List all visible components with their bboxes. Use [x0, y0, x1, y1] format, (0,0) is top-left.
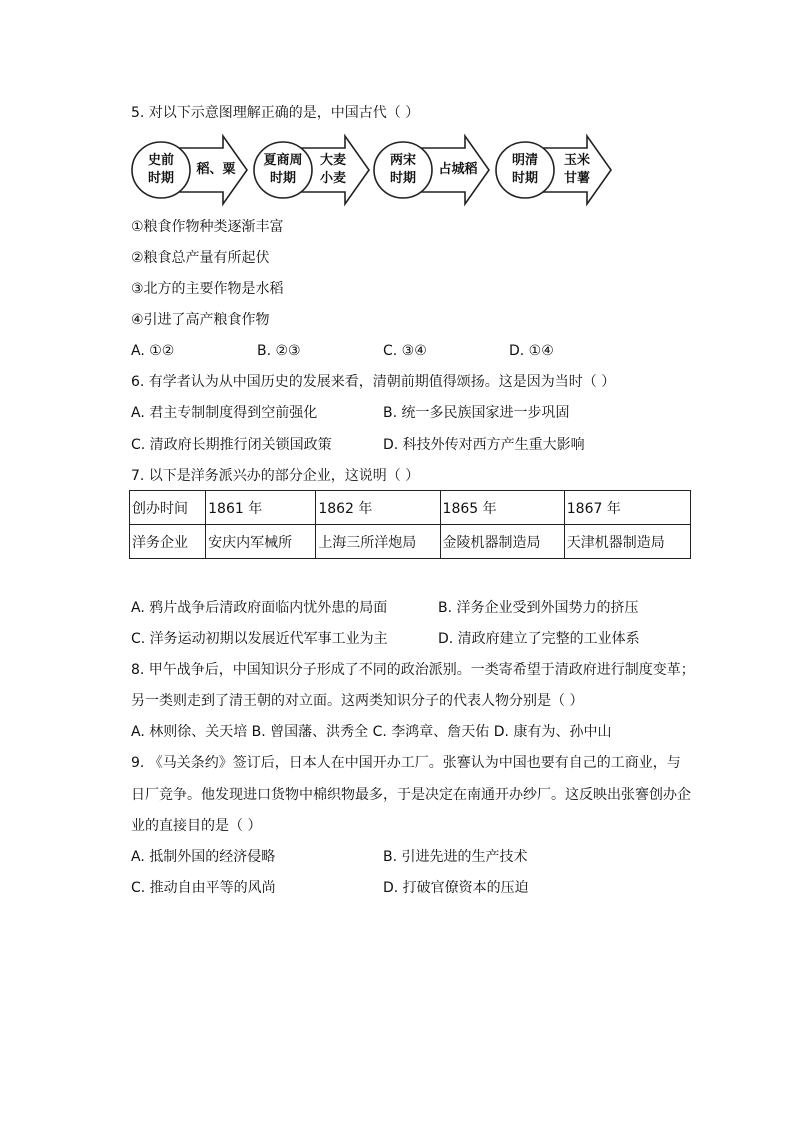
q5-stem: 5. 对以下示意图理解正确的是，中国古代（ ） [131, 105, 420, 121]
table-row [130, 491, 691, 525]
crop-label: 玉米 [563, 153, 590, 168]
period-label: 两宋 [389, 153, 416, 168]
q5-statement-3: ③北方的主要作物是水稻 [131, 281, 284, 297]
period-label: 时期 [389, 171, 416, 186]
q5-statement-2: ②粮食总产量有所起伏 [131, 250, 270, 266]
crop-label: 小麦 [319, 171, 346, 186]
period-label: 时期 [511, 171, 538, 186]
q9-stem-line2: 日厂竞争。他发现进口货物中棉织物最多，于是决定在南通开办纱厂。这反映出张謇创办企 [131, 787, 691, 803]
table-cell: 金陵机器制造局 [440, 525, 564, 559]
crop-evolution-diagram [131, 134, 611, 206]
q7-option-a[interactable]: A. 鸦片战争后清政府面临内忧外患的局面 [131, 600, 388, 616]
q8-options[interactable]: A. 林则徐、关天培 B. 曾国藩、洪秀全 C. 李鸿章、詹天佑 D. 康有为、孙中山 [131, 724, 612, 740]
table-cell: 1861 年 [206, 491, 316, 525]
period-label: 明清 [511, 153, 538, 168]
q9-option-a[interactable]: A. 抵制外国的经济侵略 [131, 849, 276, 865]
diagram-unit-ming-qing [495, 134, 613, 206]
q5-option-c[interactable]: C. ③④ [383, 343, 427, 359]
table-cell: 1865 年 [440, 491, 564, 525]
enterprise-table [129, 490, 691, 559]
q6-option-a[interactable]: A. 君主专制制度得到空前强化 [131, 405, 318, 421]
crop-label: 大麦 [319, 153, 346, 168]
table-cell: 上海三所洋炮局 [316, 525, 440, 559]
table-cell: 安庆内军械所 [206, 525, 316, 559]
q5-option-b[interactable]: B. ②③ [257, 343, 301, 359]
q6-option-b[interactable]: B. 统一多民族国家进一步巩固 [383, 405, 570, 421]
q6-option-d[interactable]: D. 科技外传对西方产生重大影响 [383, 437, 585, 453]
crop-label: 甘薯 [563, 171, 590, 186]
diagram-unit-song [373, 134, 491, 206]
q9-option-d[interactable]: D. 打破官僚资本的压迫 [383, 880, 529, 896]
period-label: 时期 [269, 171, 296, 186]
diagram-unit-prehistoric [131, 134, 249, 206]
crop-label: 稻、粟 [196, 162, 236, 177]
q9-stem-line3: 业的直接目的是（ ） [131, 818, 262, 834]
crop-label: 占城稻 [438, 162, 478, 177]
q7-option-d[interactable]: D. 清政府建立了完整的工业体系 [438, 631, 640, 647]
q7-option-b[interactable]: B. 洋务企业受到外国势力的挤压 [438, 600, 639, 616]
period-label: 时期 [147, 171, 174, 186]
q6-stem: 6. 有学者认为从中国历史的发展来看，清朝前期值得颂扬。这是因为当时（ ） [131, 374, 616, 390]
table-cell: 1862 年 [316, 491, 440, 525]
q6-option-c[interactable]: C. 清政府长期推行闭关锁国政策 [131, 437, 332, 453]
table-cell: 1867 年 [564, 491, 690, 525]
q5-statement-4: ④引进了高产粮食作物 [131, 312, 270, 328]
table-cell: 创办时间 [130, 491, 206, 525]
period-label: 夏商周 [263, 153, 303, 168]
q9-option-b[interactable]: B. 引进先进的生产技术 [383, 849, 528, 865]
q5-statement-1: ①粮食作物种类逐渐丰富 [131, 219, 284, 235]
table-cell: 天津机器制造局 [564, 525, 690, 559]
period-label: 史前 [147, 153, 174, 168]
table-row [130, 525, 691, 559]
q9-option-c[interactable]: C. 推动自由平等的风尚 [131, 880, 276, 896]
q5-option-a[interactable]: A. ①② [131, 343, 175, 359]
q8-stem-line2: 另一类则走到了清王朝的对立面。这两类知识分子的代表人物分别是（ ） [131, 693, 584, 709]
q7-stem: 7. 以下是洋务派兴办的部分企业，这说明（ ） [131, 468, 420, 484]
table-cell: 洋务企业 [130, 525, 206, 559]
q9-stem-line1: 9. 《马关条约》签订后，日本人在中国开办工厂。张謇认为中国也要有自己的工商业，与 [131, 755, 681, 771]
q8-stem-line1: 8. 甲午战争后，中国知识分子形成了不同的政治派别。一类寄希望于清政府进行制度变革； [131, 662, 695, 678]
q5-option-d[interactable]: D. ①④ [509, 343, 554, 359]
diagram-unit-xia-shang-zhou [253, 134, 371, 206]
q7-option-c[interactable]: C. 洋务运动初期以发展近代军事工业为主 [131, 631, 388, 647]
